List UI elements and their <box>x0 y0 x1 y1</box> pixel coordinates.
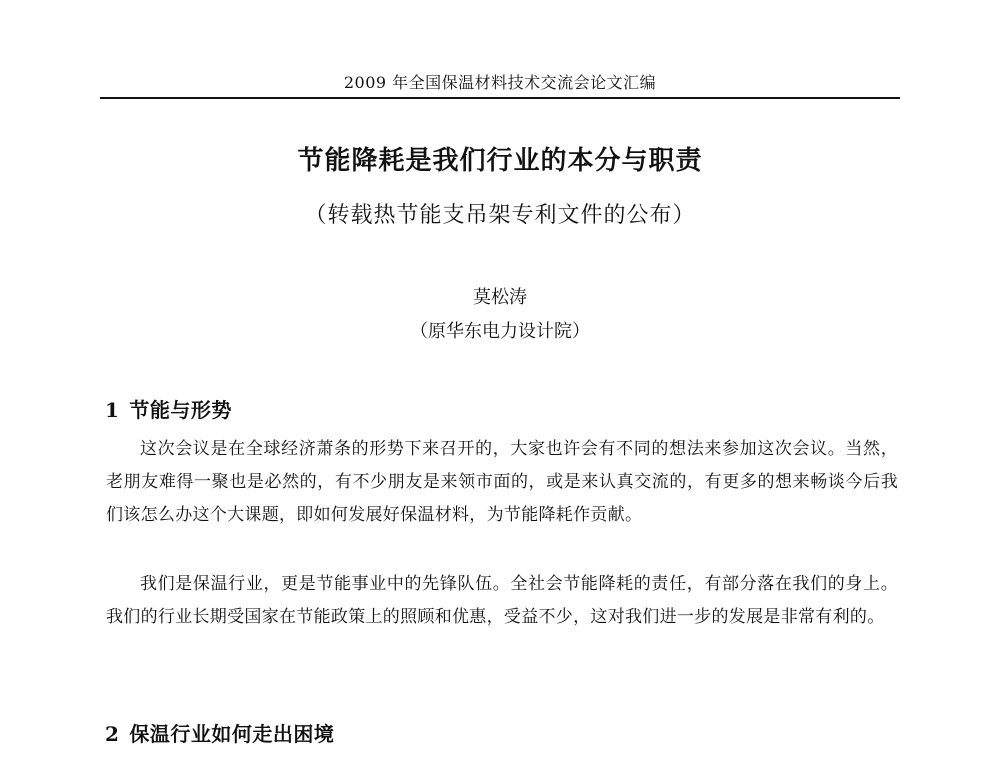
section-heading-2 <box>105 718 900 747</box>
section-heading-1 <box>105 394 900 423</box>
paper-title: 节能降耗是我们行业的本分与职责 <box>297 146 703 176</box>
paper-subtitle: （转载热节能支吊架专利文件的公布） <box>304 203 696 228</box>
section-number: 2 <box>105 722 120 746</box>
paragraph: 我们是保温行业，更是节能事业中的先锋队伍。全社会节能降耗的责任，有部分落在我们的身上。我们的行业长期受国家在节能政策上的照顾和优惠，受益不少，这对我们进一步的发展是非常有利的。 <box>106 574 898 627</box>
section-number: 1 <box>105 398 120 422</box>
section-title: 保温行业如何走出困境 <box>129 722 335 746</box>
author-affiliation: （原华东电力设计院） <box>410 321 590 342</box>
running-header: 2009 年全国保温材料技术交流会论文汇编 <box>343 73 657 92</box>
author-name: 莫松涛 <box>473 287 527 308</box>
section-title: 节能与形势 <box>129 398 232 422</box>
paragraph: 这次会议是在全球经济萧条的形势下来召开的，大家也许会有不同的想法来参加这次会议。当然，老朋友难得一聚也是必然的，有不少朋友是来领市面的，或是来认真交流的，有更多的想来畅谈今后我们该怎么办这个大课题，即如何发展好保温材料，为节能降耗作贡献。 <box>106 439 898 525</box>
header-rule <box>100 97 900 99</box>
